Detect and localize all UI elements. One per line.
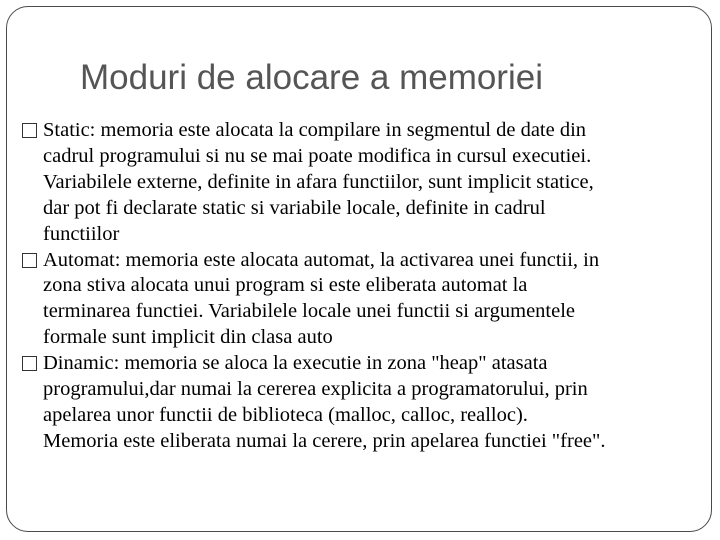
bullet-line: zona stiva alocata unui program si este eliberata automat la <box>43 274 528 297</box>
bullet-line: Memoria este eliberata numai la cerere, prin apelarea functiei "free". <box>43 429 606 452</box>
slide-title: Moduri de alocare a memoriei <box>80 58 543 97</box>
checkbox-bullet-icon <box>22 123 37 138</box>
bullet-line: formale sunt implicit din clasa auto <box>43 326 333 349</box>
bullet-dinamic <box>22 351 707 455</box>
bullet-line: Variabilele externe, definite in afara functiilor, sunt implicit statice, <box>43 170 594 193</box>
bullet-line: Automat: memoria este alocata automat, la activarea unei functii, in <box>43 248 600 271</box>
bullet-line: Static: memoria este alocata la compilare in segmentul de date din <box>43 119 587 141</box>
bullet-line: dar pot fi declarate static si variabile locale, definite in cadrul <box>43 196 546 219</box>
bullet-automat <box>22 248 707 352</box>
bullet-static <box>22 118 707 248</box>
checkbox-bullet-icon <box>22 356 37 371</box>
checkbox-bullet-icon <box>22 253 37 268</box>
bullet-line: terminarea functiei. Variabilele locale unei functii si argumentele <box>43 300 576 323</box>
bullet-list <box>22 118 707 455</box>
bullet-line: programului,dar numai la cererea explicita a programatorului, prin <box>43 378 588 401</box>
bullet-line: functiilor <box>43 222 120 245</box>
bullet-line: Dinamic: memoria se aloca la executie in zona "heap" atasata <box>43 352 548 375</box>
bullet-line: cadrul programului si nu se mai poate modifica in cursul executiei. <box>43 144 592 167</box>
bullet-line: apelarea unor functii de biblioteca (malloc, calloc, realloc). <box>43 403 528 426</box>
